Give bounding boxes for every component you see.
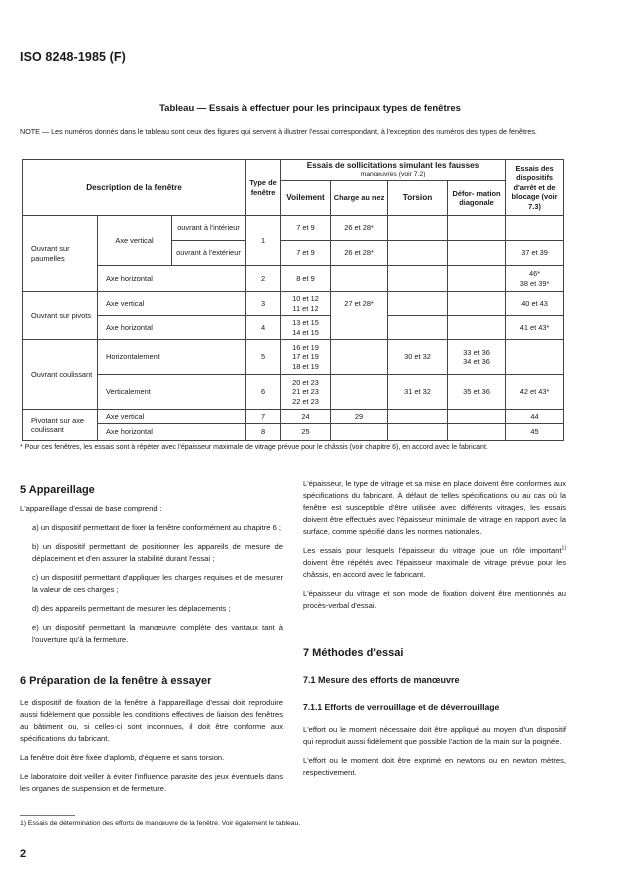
cell-voilement: 8 et 9 — [281, 266, 331, 292]
section-6-body — [20, 697, 283, 802]
cell-charge — [331, 375, 388, 410]
cell-type: 5 — [246, 340, 281, 375]
table-footnote: * Pour ces fenêtres, les essais sont à répéter avec l'épaisseur maximale de vitrage prévue pour le châssis (voir chapitre 6), en accord avec le fabricant. — [20, 444, 488, 451]
table-row — [23, 316, 564, 340]
cell-sub: Axe vertical — [98, 292, 246, 316]
cell-line: 17 et 19 — [292, 352, 319, 362]
cell-line: 46* — [528, 269, 541, 278]
cell-deformation — [448, 424, 506, 441]
cell-voilement: 7 et 9 — [281, 216, 331, 241]
cell-voilement — [281, 316, 331, 340]
cell-torsion — [388, 316, 448, 340]
cell-type: 8 — [246, 424, 281, 441]
cell-sub: Axe horizontal — [98, 424, 246, 441]
cell-voilement — [281, 292, 331, 316]
cell-arret: 41 et 43* — [506, 316, 564, 340]
list-item: b) un dispositif permettant de positionner les appareils de mesure de déplacement et d'en assurer la stabilité durant l'essai ; — [32, 542, 283, 563]
paragraph: Le laboratoire doit veiller à éviter l'influence parasite des jeux éventuels dans les organes de suspension et de fermeture. — [20, 772, 283, 793]
cell-arret — [506, 266, 564, 292]
paragraph: L'effort ou le moment doit être exprimé en newtons ou en newton mètres, respectivement. — [303, 756, 566, 777]
header-torsion: Torsion — [388, 181, 448, 216]
cell-type: 3 — [246, 292, 281, 316]
header-group — [281, 160, 506, 181]
group-coulissant: Ouvrant coulissant — [23, 340, 98, 410]
section-5-heading: 5 Appareillage — [20, 484, 95, 496]
section-6-heading: 6 Préparation de la fenêtre à essayer — [20, 675, 212, 687]
paragraph: L'épaisseur du vitrage et son mode de fixation doivent être mentionnés au procès-verbal d'essai. — [303, 589, 566, 610]
cell-line: 11 et 12 — [292, 303, 319, 313]
cell-line: 18 et 19 — [292, 361, 319, 371]
table-row — [23, 216, 564, 241]
section-5-intro: L'appareillage d'essai de base comprend : — [20, 504, 162, 513]
cell-line: 14 et 15 — [292, 327, 319, 337]
text: Les essais pour lesquels l'épaisseur du vitrage joue un rôle important — [303, 546, 562, 555]
footnote-divider — [20, 815, 75, 816]
cell-deformation — [448, 241, 506, 266]
cell-sub: Axe vertical — [98, 410, 246, 424]
cell-torsion — [388, 424, 448, 441]
list-item: e) un dispositif permettant la manœuvre complète des vantaux tant à l'ouverture qu'à la fermeture. — [32, 623, 283, 644]
cell-type: 4 — [246, 316, 281, 340]
cell-arret: 37 et 39 — [506, 241, 564, 266]
document-id: ISO 8248-1985 (F) — [20, 50, 126, 64]
table-row — [23, 424, 564, 441]
cell-charge — [331, 340, 388, 375]
header-arret: Essais des dispositifs d'arrêt et de blocage (voir 7.3) — [506, 160, 564, 216]
table-note: NOTE — Les numéros donnés dans le tableau sont ceux des figures qui servent à illustrer l'essai correspondant, à l'exception des numéros des types de fenêtres. — [20, 127, 537, 136]
header-voilement: Voilement — [281, 181, 331, 216]
header-deformation: Défor- mation diagonale — [448, 181, 506, 216]
list-item: a) un dispositif permettant de fixer la fenêtre conformément au chapitre 6 ; — [32, 523, 282, 532]
cell-voilement: 24 — [281, 410, 331, 424]
cell-type: 1 — [246, 216, 281, 266]
cell-sub: Axe horizontal — [98, 266, 246, 292]
header-charge: Charge au nez — [331, 181, 388, 216]
paragraph — [303, 545, 566, 581]
cell-torsion — [388, 241, 448, 266]
section-7-1-heading: 7.1 Mesure des efforts de manœuvre — [303, 675, 460, 685]
cell-deformation — [448, 340, 506, 375]
paragraph: L'effort ou le moment nécessaire doit être appliqué au moyen d'un dispositif qui reproduit aussi fidèlement que possible l'action de la main sur la poignée. — [303, 725, 566, 746]
cell-arret: 44 — [506, 410, 564, 424]
cell-line: 34 et 36 — [463, 357, 490, 366]
group-pivots: Ouvrant sur pivots — [23, 292, 98, 340]
cell-type: 6 — [246, 375, 281, 410]
cell-torsion — [388, 266, 448, 292]
cell-sub: Verticalement — [98, 375, 246, 410]
table-title: Tableau — Essais à effectuer pour les principaux types de fenêtres — [159, 103, 461, 114]
section-5-body — [20, 503, 283, 653]
header-description: Description de la fenêtre — [23, 160, 246, 216]
group-pivotant: Pivotant sur axe coulissant — [23, 410, 98, 441]
table-row — [23, 340, 564, 375]
header-type: Type de fenêtre — [246, 160, 281, 216]
cell-subsub: ouvrant à l'extérieur — [172, 241, 246, 266]
tests-table — [22, 159, 564, 441]
text: doivent être répétés avec l'épaisseur maximale de vitrage prévue pour les châssis, en accord avec le fabricant. — [303, 558, 566, 579]
cell-charge: 29 — [331, 410, 388, 424]
paragraph: L'épaisseur, le type de vitrage et sa mise en place doivent être conformes aux spécifications du fabricant. À défaut de telles spécifications ou au cas où la fenêtre est susceptible d'être utilisée avec différents vitrages, les essais doivent être effectués avec l'épaisseur minimale de vitrage en rapport avec la surface, comme spécifié dans les normes nationales. — [303, 479, 566, 536]
footnote-1: 1) Essais de détermination des efforts de manœuvre de la fenêtre. Voir également le tableau. — [20, 820, 301, 827]
cell-torsion — [388, 410, 448, 424]
table-row — [23, 410, 564, 424]
table-row — [23, 292, 564, 316]
list-item: d) des appareils permettant de mesurer les déplacements ; — [32, 604, 231, 613]
paragraph: La fenêtre doit être fixée d'aplomb, d'équerre et sans torsion. — [20, 753, 225, 762]
cell-sub: Axe horizontal — [98, 316, 246, 340]
cell-torsion: 30 et 32 — [388, 340, 448, 375]
right-column-body — [303, 478, 566, 619]
cell-arret — [506, 216, 564, 241]
header-group-title: Essais de sollicitations simulant les fausses — [306, 160, 480, 170]
cell-arret: 42 et 43* — [506, 375, 564, 410]
cell-arret — [506, 340, 564, 375]
cell-torsion — [388, 292, 448, 316]
cell-deformation — [448, 316, 506, 340]
cell-line: 20 et 23 — [292, 377, 319, 387]
cell-voilement — [281, 340, 331, 375]
cell-torsion — [388, 216, 448, 241]
cell-charge: 26 et 28* — [331, 216, 388, 241]
section-7-heading: 7 Méthodes d'essai — [303, 647, 404, 659]
cell-sub: Horizontalement — [98, 340, 246, 375]
list-item: c) un dispositif permettant d'appliquer les charges requises et de mesurer la valeur de ces charges ; — [32, 573, 283, 594]
cell-voilement — [281, 375, 331, 410]
cell-charge — [331, 424, 388, 441]
cell-subsub: ouvrant à l'intérieur — [172, 216, 246, 241]
cell-line: 33 et 36 — [463, 347, 490, 357]
cell-deformation — [448, 410, 506, 424]
group-paumelles: Ouvrant sur paumelles — [23, 216, 98, 292]
cell-voilement: 7 et 9 — [281, 241, 331, 266]
cell-line: 38 et 39* — [519, 278, 550, 288]
cell-charge — [331, 266, 388, 292]
cell-line: 21 et 23 — [292, 387, 319, 397]
cell-arret: 45 — [506, 424, 564, 441]
cell-deformation: 35 et 36 — [448, 375, 506, 410]
cell-arret: 40 et 43 — [506, 292, 564, 316]
cell-deformation — [448, 292, 506, 316]
paragraph: Le dispositif de fixation de la fenêtre à l'appareillage d'essai doit reproduire aussi fidèlement que possible les conditions effectives de liaison des fenêtres au bâtiment ou, si celles-ci sont inconnues, il doit être conforme aux spécifications du fabricant. — [20, 698, 283, 743]
cell-sub: Axe vertical — [98, 216, 172, 266]
cell-deformation — [448, 216, 506, 241]
cell-type: 2 — [246, 266, 281, 292]
cell-line: 13 et 15 — [292, 318, 319, 327]
cell-line: 10 et 12 — [292, 294, 319, 303]
cell-type: 7 — [246, 410, 281, 424]
page-number: 2 — [20, 848, 27, 860]
cell-voilement: 25 — [281, 424, 331, 441]
section-7-body — [303, 724, 566, 786]
footnote-ref: 1) — [561, 545, 566, 552]
cell-line: 22 et 23 — [292, 396, 319, 406]
header-group-subtitle: manœuvres (voir 7.2) — [360, 171, 426, 178]
section-7-1-1-heading: 7.1.1 Efforts de verrouillage et de déverrouillage — [303, 702, 500, 712]
cell-charge: 27 et 28* — [331, 292, 388, 340]
cell-torsion: 31 et 32 — [388, 375, 448, 410]
table-row — [23, 375, 564, 410]
table-row — [23, 266, 564, 292]
cell-deformation — [448, 266, 506, 292]
cell-charge: 26 et 28* — [331, 241, 388, 266]
cell-line: 16 et 19 — [292, 342, 319, 352]
